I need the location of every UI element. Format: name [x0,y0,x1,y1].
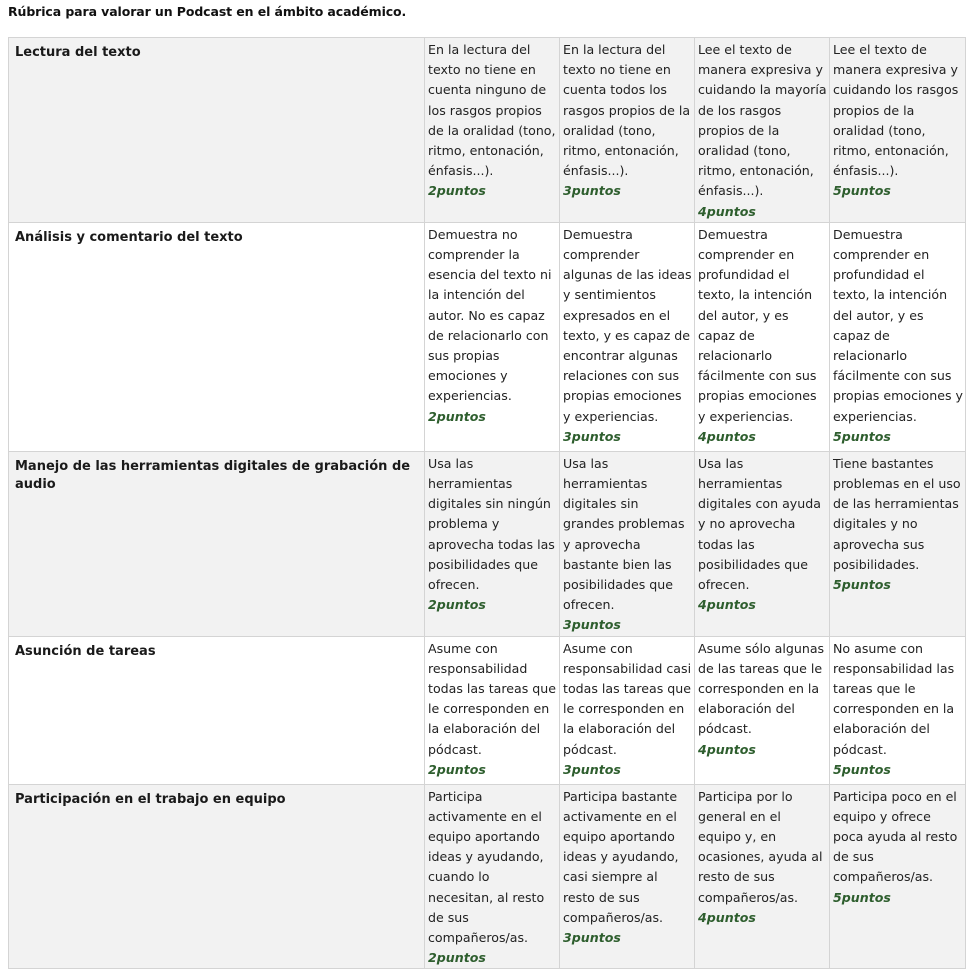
criterion-cell: Participación en el trabajo en equipo [9,784,425,969]
cell-description: Lee el texto de manera expresiva y cuidando los rasgos propios de la oralidad (tono, ritmo, entonación, énfasis...). [833,42,959,179]
rubric-cell [560,784,695,969]
cell-description: En la lectura del texto no tiene en cuenta todos los rasgos propios de la oralidad (tono, ritmo, entonación, énfasis...). [563,42,691,179]
points-label: 5puntos [833,577,891,593]
points-label: 5puntos [833,761,891,777]
rubric-cell [425,222,560,451]
points-label: 3puntos [563,183,621,199]
cell-description: Asume sólo algunas de las tareas que le corresponden en la elaboración del pódcast. [698,640,825,737]
cell-description: Participa activamente en el equipo aportando ideas y ayudando, cuando lo necesitan, al resto de sus compañeros/as. [428,788,545,946]
rubric-cell [425,636,560,784]
points-label: 2puntos [428,761,486,777]
points-label: 4puntos [698,909,756,925]
cell-description: Demuestra no comprender la esencia del texto ni la intención del autor. No es capaz de relacionarlo con sus propias emociones y experiencias. [428,226,552,404]
rubric-cell [695,451,830,636]
cell-description: Asume con responsabilidad casi todas las tareas que le corresponden en la elaboración del pódcast. [563,640,692,757]
page-title: Rúbrica para valorar un Podcast en el ámbito académico. [8,4,407,19]
cell-description: Asume con responsabilidad todas las tareas que le corresponden en la elaboración del pódcast. [428,640,557,757]
rubric-cell [695,636,830,784]
criterion-cell: Asunción de tareas [9,636,425,784]
points-label: 5puntos [833,428,891,444]
points-label: 3puntos [563,428,621,444]
points-label: 5puntos [833,183,891,199]
rubric-cell [695,784,830,969]
cell-description: En la lectura del texto no tiene en cuenta ninguno de los rasgos propios de la oralidad (tono, ritmo, entonación, énfasis...). [428,42,556,179]
points-label: 3puntos [563,930,621,946]
rubric-cell [560,38,695,223]
cell-description: Demuestra comprender en profundidad el texto, la intención del autor, y es capaz de relacionarlo fácilmente con sus propias emociones y experiencias. [698,226,817,424]
points-label: 3puntos [563,617,621,633]
points-label: 5puntos [833,889,891,905]
points-label: 2puntos [428,597,486,613]
points-label: 2puntos [428,183,486,199]
rubric-cell [695,38,830,223]
rubric-cell [830,38,966,223]
table-row [9,636,966,784]
cell-description: Lee el texto de manera expresiva y cuidando la mayoría de los rasgos propios de la oralidad (tono, ritmo, entonación, énfasis...). [698,42,827,199]
table-row [9,222,966,451]
rubric-cell [830,784,966,969]
cell-description: No asume con responsabilidad las tareas que le corresponden en la elaboración del pódcast. [833,640,955,757]
rubric-cell [425,38,560,223]
cell-description: Demuestra comprender en profundidad el texto, la intención del autor, y es capaz de relacionarlo fácilmente con sus propias emociones y experiencias. [833,226,963,424]
rubric-table [8,37,966,969]
points-label: 2puntos [428,408,486,424]
rubric-cell [560,222,695,451]
rubric-cell [830,222,966,451]
criterion-cell: Manejo de las herramientas digitales de grabación de audio [9,451,425,636]
points-label: 4puntos [698,741,756,757]
cell-description: Usa las herramientas digitales sin ningún problema y aprovecha todas las posibilidades que ofrecen. [428,455,555,593]
table-row [9,38,966,223]
cell-description: Tiene bastantes problemas en el uso de las herramientas digitales y no aprovecha sus posibilidades. [833,455,961,572]
cell-description: Usa las herramientas digitales con ayuda y no aprovecha todas las posibilidades que ofrecen. [698,455,821,593]
cell-description: Participa poco en el equipo y ofrece poca ayuda al resto de sus compañeros/as. [833,788,958,885]
rubric-cell [695,222,830,451]
rubric-cell [830,636,966,784]
table-row [9,784,966,969]
rubric-cell [830,451,966,636]
cell-description: Participa bastante activamente en el equipo aportando ideas y ayudando, casi siempre al resto de sus compañeros/as. [563,788,679,925]
criterion-cell: Análisis y comentario del texto [9,222,425,451]
rubric-cell [425,451,560,636]
rubric-cell [560,451,695,636]
points-label: 4puntos [698,203,756,219]
cell-description: Usa las herramientas digitales sin grandes problemas y aprovecha bastante bien las posibilidades que ofrecen. [563,455,685,613]
points-label: 3puntos [563,761,621,777]
rubric-cell [560,636,695,784]
points-label: 4puntos [698,597,756,613]
points-label: 4puntos [698,428,756,444]
criterion-cell: Lectura del texto [9,38,425,223]
points-label: 2puntos [428,950,486,966]
rubric-cell [425,784,560,969]
table-row [9,451,966,636]
cell-description: Demuestra comprender algunas de las ideas y sentimientos expresados en el texto, y es capaz de encontrar algunas relaciones con sus propias emociones y experiencias. [563,226,692,424]
cell-description: Participa por lo general en el equipo y, en ocasiones, ayuda al resto de sus compañeros/as. [698,788,823,905]
